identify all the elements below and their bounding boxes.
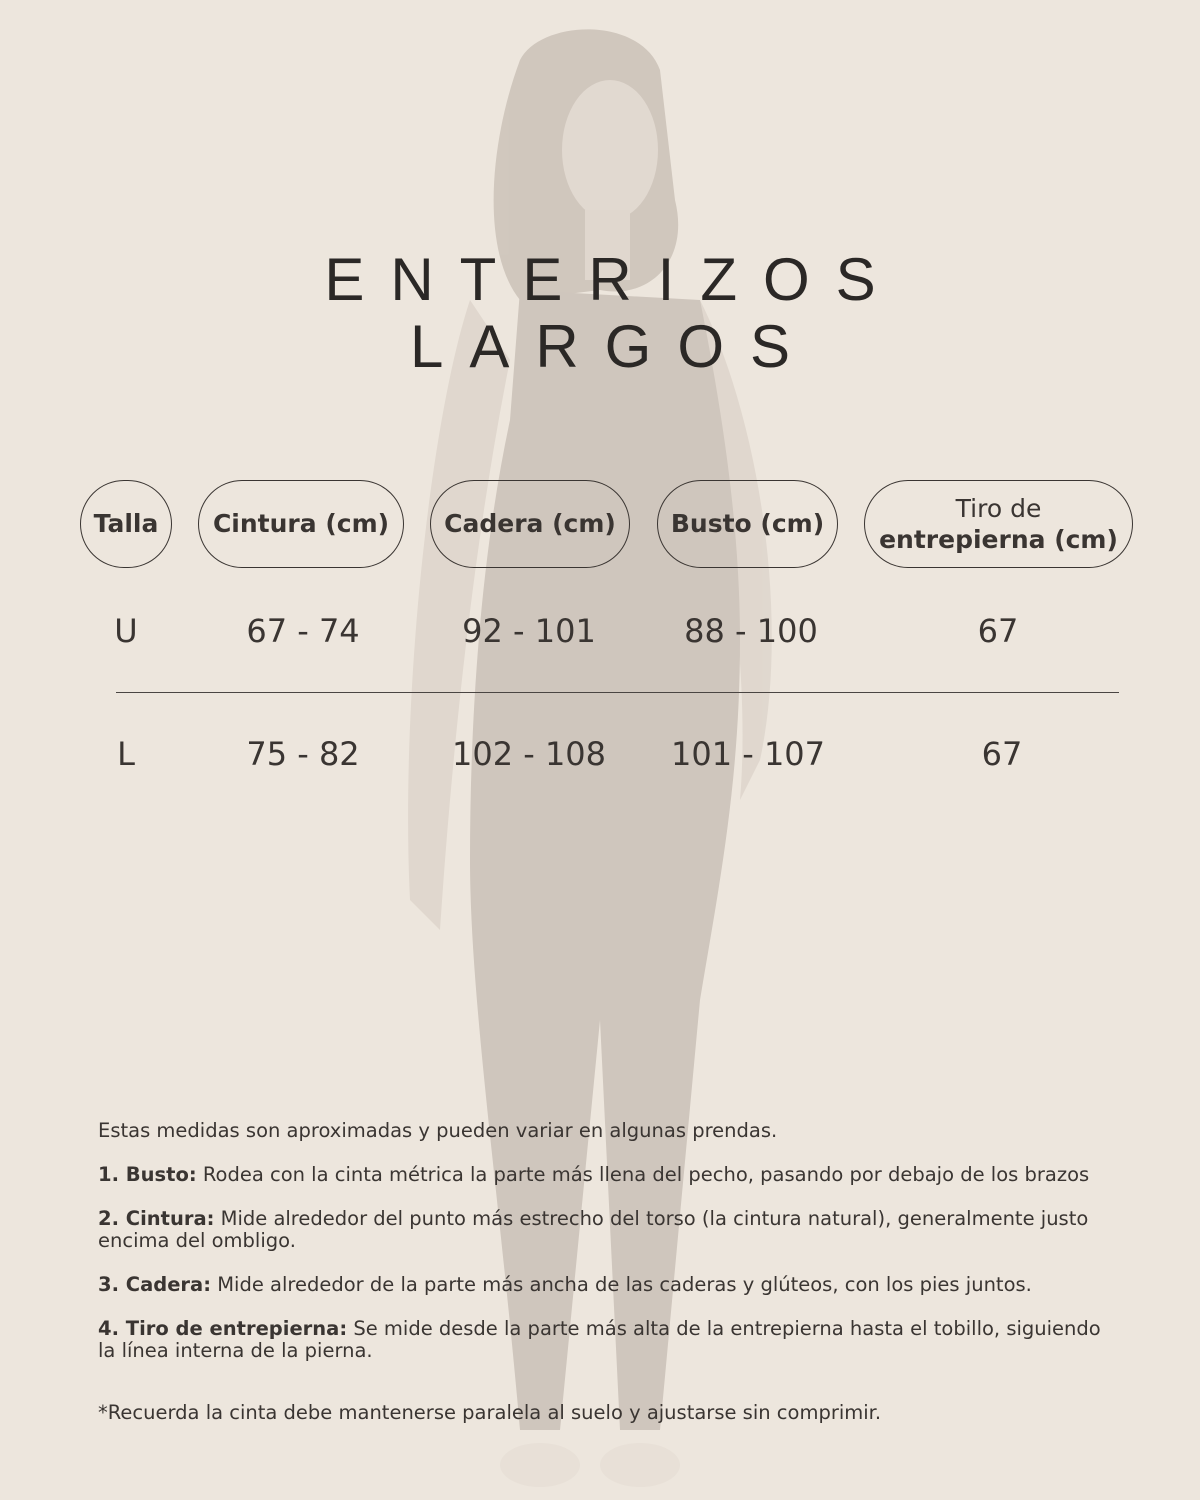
row-l-tiro: 67 [981,735,1023,773]
header-tiro-line2: entrepierna (cm) [879,525,1118,554]
row-l-busto: 101 - 107 [670,735,826,773]
row-u-talla: U [114,612,138,650]
note-text: Mide alrededor de la parte más ancha de las caderas y glúteos, con los pies juntos. [217,1273,1032,1296]
row-l-cintura: 75 - 82 [246,735,360,773]
header-cadera: Cadera (cm) [430,480,630,568]
header-talla: Talla [80,480,172,568]
measurement-notes [98,1120,1118,1446]
note-cintura [98,1208,1118,1252]
note-cadera [98,1274,1118,1296]
row-u-busto: 88 - 100 [684,612,818,650]
note-label: 1. Busto: [98,1163,197,1186]
note-label: 3. Cadera: [98,1273,211,1296]
note-label: 2. Cintura: [98,1207,215,1230]
header-busto: Busto (cm) [657,480,838,568]
header-tiro-line1: Tiro de [955,493,1042,523]
header-cintura: Cintura (cm) [198,480,404,568]
note-tiro [98,1318,1118,1362]
row-l-cadera: 102 - 108 [451,735,607,773]
notes-intro: Estas medidas son aproximadas y pueden variar en algunas prendas. [98,1119,778,1142]
row-divider [116,692,1119,693]
row-u-cintura: 67 - 74 [246,612,360,650]
note-label: 4. Tiro de entrepierna: [98,1317,348,1340]
note-text: Mide alrededor del punto más estrecho del torso (la cintura natural), generalmente justo encima del ombligo. [98,1207,1089,1252]
row-u-tiro: 67 [977,612,1019,650]
header-tiro-entrepierna [864,480,1133,568]
note-busto [98,1164,1118,1186]
page-title-line2: LARGOS [409,313,817,380]
row-u-cadera: 92 - 101 [462,612,596,650]
note-text: Se mide desde la parte más alta de la entrepierna hasta el tobillo, siguiendo la línea interna de la pierna. [98,1317,1101,1362]
page-title-line1: ENTERIZOS [324,246,902,313]
notes-footnote: *Recuerda la cinta debe mantenerse paralela al suelo y ajustarse sin comprimir. [98,1401,882,1424]
row-l-talla: L [117,735,135,773]
note-text: Rodea con la cinta métrica la parte más llena del pecho, pasando por debajo de los brazos [202,1163,1090,1186]
